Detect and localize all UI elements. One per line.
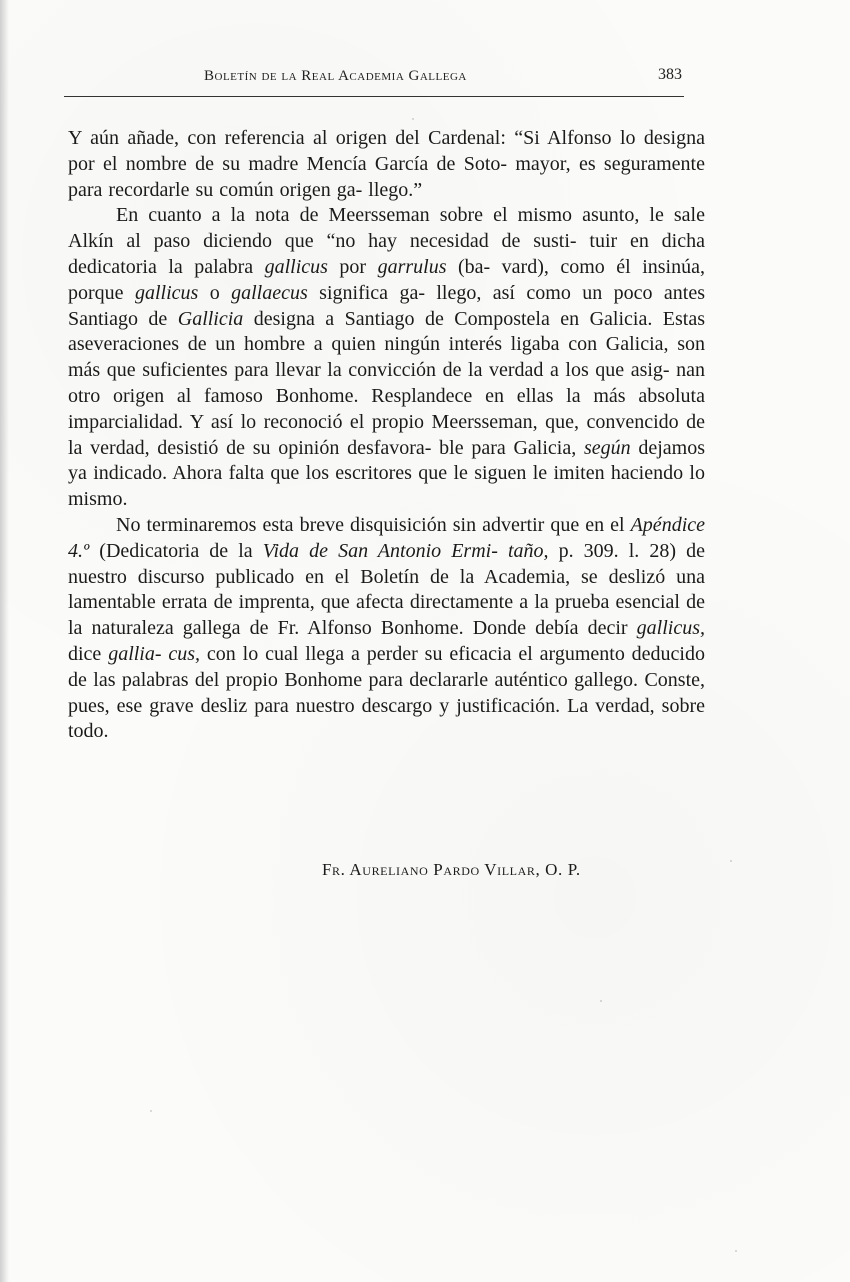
p2-text-1: En cuanto a la nota de Meersseman sobre el mismo asunto, le sale Alkín al paso diciendo que “no hay necesidad de susti- tuir en dicha dedicatoria la palabra (68, 204, 705, 278)
paragraph-2 (68, 203, 705, 513)
p3-italic-vida: Vida de San Antonio Ermi- taño, (262, 539, 549, 562)
paragraph-1: Y aún añade, con referencia al origen del Cardenal: “Si Alfonso lo designa por el nombre de su madre Mencía García de Soto- mayor, es seguramente para recordarle su común origen ga- llego.” (68, 127, 705, 201)
page-number: 383 (658, 66, 682, 83)
running-head (64, 62, 684, 96)
p3-italic-gallicus: gallicus, (636, 617, 705, 640)
binding-shadow (0, 0, 9, 1282)
p2-text-7: dejamos ya indicado. Ahora falta que los escritores que le siguen le imiten haciendo lo mismo. (68, 436, 705, 511)
p2-italic-garrulus: garrulus (377, 255, 447, 278)
p2-italic-gallaecus: gallaecus (231, 281, 308, 304)
header-rule (64, 96, 684, 97)
paper-speck (600, 1000, 602, 1002)
p2-text-6: designa a Santiago de Compostela en Galicia. Estas aseveraciones de un hombre a quien ningún interés ligaba con Galicia, son más que suficientes para llevar la convicción de la verdad a los que asig- nan otro origen al famoso Bonhome. Resplandece en ellas la más absoluta imparcialidad. Y así lo reconoció el propio Meersseman, que, convencido de la verdad, desistió de su opinión desfavora- ble para Galicia, (68, 307, 705, 459)
running-title: Boletín de la Real Academia Gallega (204, 68, 467, 84)
p2-text-3: (ba- vard), como él insinúa, porque (68, 255, 705, 304)
p2-italic-gallicia: Gallicia (177, 307, 244, 330)
paper-speck (730, 860, 732, 862)
p2-text-5: significa ga- llego, así como un poco antes Santiago de (68, 281, 706, 330)
paper-speck (412, 118, 414, 120)
article-body (68, 126, 705, 745)
p2-text-2: por (327, 255, 378, 278)
paper-speck (735, 1250, 737, 1252)
paper-speck (150, 1110, 152, 1112)
p3-italic-apendice: Apéndice 4.º (68, 513, 705, 562)
p3-text-3: p. 309. l. 28) de nuestro discurso publicado en el Boletín de la Academia, se deslizó una lamentable errata de imprenta, que afecta directamente a la prueba esencial de la naturaleza gallega de Fr. Alfonso Bonhome. Donde debía decir (68, 539, 705, 640)
p3-text-2: (Dedicatoria de la (89, 539, 263, 562)
p3-text-4: dice (68, 642, 109, 665)
p2-italic-gallicus-2: gallicus (134, 281, 199, 304)
p2-italic-gallicus: gallicus (264, 255, 328, 278)
p3-italic-galliacus: gallia- cus, (108, 642, 201, 665)
author-signature: Fr. Aureliano Pardo Villar, O. P. (322, 860, 581, 879)
p2-italic-segun: según (583, 436, 631, 459)
p3-text-5: con lo cual llega a perder su eficacia el argumento deducido de las palabras del propio Bonhome para declararle auténtico gallego. Conste, pues, ese grave desliz para nuestro descargo y justificación. La verdad, sobre todo. (68, 642, 705, 743)
paragraph-3 (68, 513, 705, 745)
p3-text-1: No terminaremos esta breve disquisición sin advertir que en el (116, 513, 631, 536)
p2-text-4: o (198, 281, 232, 304)
